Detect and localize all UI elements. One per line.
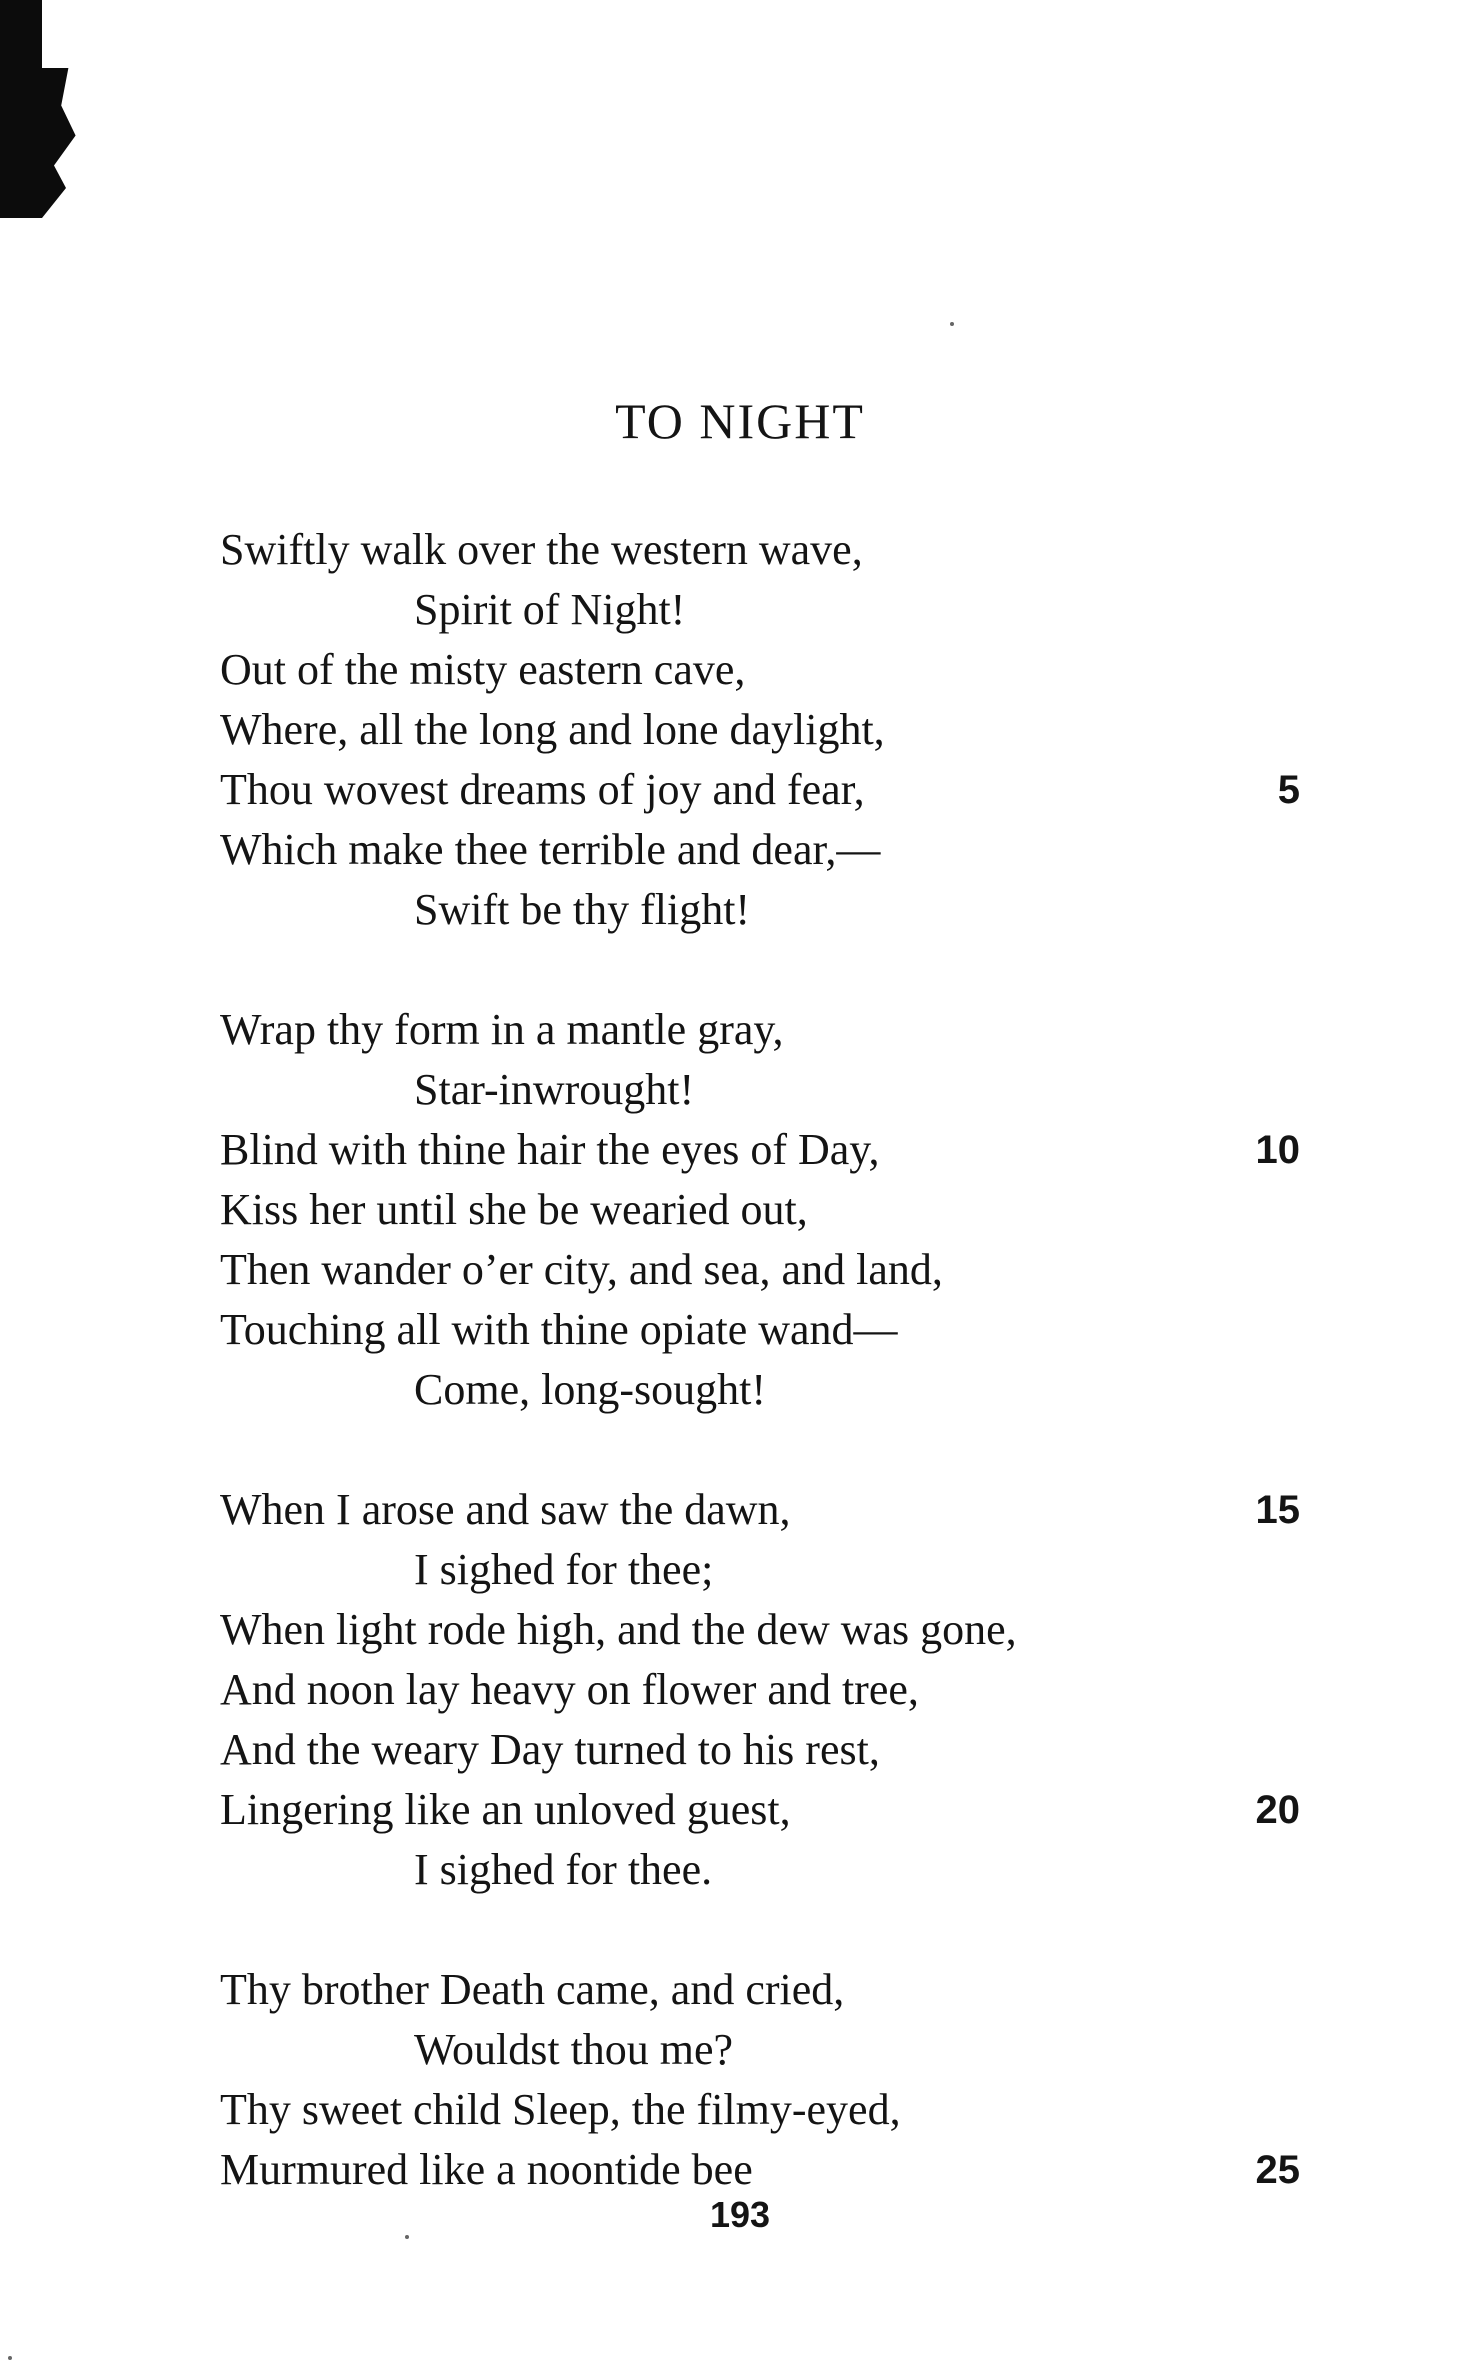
poem-body [220, 520, 1300, 2200]
line-number: 25 [1255, 2148, 1300, 2192]
poem-line [220, 2080, 1300, 2140]
poem-line [220, 1600, 1300, 1660]
poem-line [220, 1480, 1300, 1540]
poem-line [220, 880, 1300, 940]
stanza [220, 1960, 1300, 2200]
poem-line-text: I sighed for thee. [414, 1845, 713, 1894]
poem-line-text: Thy sweet child Sleep, the filmy-eyed, [220, 2085, 901, 2134]
poem-line-text: Blind with thine hair the eyes of Day, [220, 1125, 880, 1174]
poem-line-text: Touching all with thine opiate wand— [220, 1305, 898, 1354]
poem-line [220, 820, 1300, 880]
poem-line-text: Thou wovest dreams of joy and fear, [220, 765, 865, 814]
poem-line [220, 640, 1300, 700]
line-number: 20 [1255, 1788, 1300, 1832]
poem-line-text: Which make thee terrible and dear,— [220, 825, 881, 874]
poem-line-text: And the weary Day turned to his rest, [220, 1725, 880, 1774]
poem-line-text: Swift be thy flight! [414, 885, 751, 934]
poem-line [220, 1540, 1300, 1600]
stanza [220, 1480, 1300, 1900]
poem-line-text: Where, all the long and lone daylight, [220, 705, 885, 754]
poem-line [220, 1660, 1300, 1720]
poem-line [220, 520, 1300, 580]
poem-line-text: Kiss her until she be wearied out, [220, 1185, 808, 1234]
poem-line [220, 1840, 1300, 1900]
poem-line-text: Star-inwrought! [414, 1065, 695, 1114]
scan-speck [8, 2356, 12, 2360]
stanza [220, 520, 1300, 940]
line-number: 15 [1255, 1488, 1300, 1532]
poem-line [220, 1360, 1300, 1420]
poem-line [220, 1060, 1300, 1120]
poem-line [220, 580, 1300, 640]
poem-line [220, 2140, 1300, 2200]
poem-line [220, 1180, 1300, 1240]
poem-line-text: Swiftly walk over the western wave, [220, 525, 863, 574]
poem-line-text: Thy brother Death came, and cried, [220, 1965, 845, 2014]
poem-line [220, 1960, 1300, 2020]
scan-edge-mark [0, 0, 42, 218]
poem-line-text: Murmured like a noontide bee [220, 2145, 753, 2194]
poem-line-text: Spirit of Night! [414, 585, 686, 634]
page-number: 193 [709, 2194, 771, 2235]
poem-line [220, 1120, 1300, 1180]
poem-line [220, 1780, 1300, 1840]
line-number: 5 [1277, 768, 1300, 812]
poem-line [220, 1720, 1300, 1780]
poem-line-text: When light rode high, and the dew was gone, [220, 1605, 1017, 1654]
poem-line-text: Lingering like an unloved guest, [220, 1785, 791, 1834]
poem-line-text: Out of the misty eastern cave, [220, 645, 746, 694]
poem-line [220, 1300, 1300, 1360]
stanza [220, 1000, 1300, 1420]
scan-speck [950, 322, 954, 326]
poem-line [220, 1240, 1300, 1300]
line-number: 10 [1255, 1128, 1300, 1172]
poem-line-text: I sighed for thee; [414, 1545, 714, 1594]
poem-title: TO NIGHT [615, 393, 865, 449]
poem-line-text: When I arose and saw the dawn, [220, 1485, 791, 1534]
poem-line [220, 1000, 1300, 1060]
poem-line [220, 2020, 1300, 2080]
poem-line-text: Wrap thy form in a mantle gray, [220, 1005, 784, 1054]
poem-line-text: And noon lay heavy on flower and tree, [220, 1665, 919, 1714]
poem-line-text: Wouldst thou me? [414, 2025, 734, 2074]
poem-line-text: Then wander o’er city, and sea, and land, [220, 1245, 943, 1294]
poem-line [220, 700, 1300, 760]
poem-line [220, 760, 1300, 820]
poem-line-text: Come, long-sought! [414, 1365, 766, 1414]
